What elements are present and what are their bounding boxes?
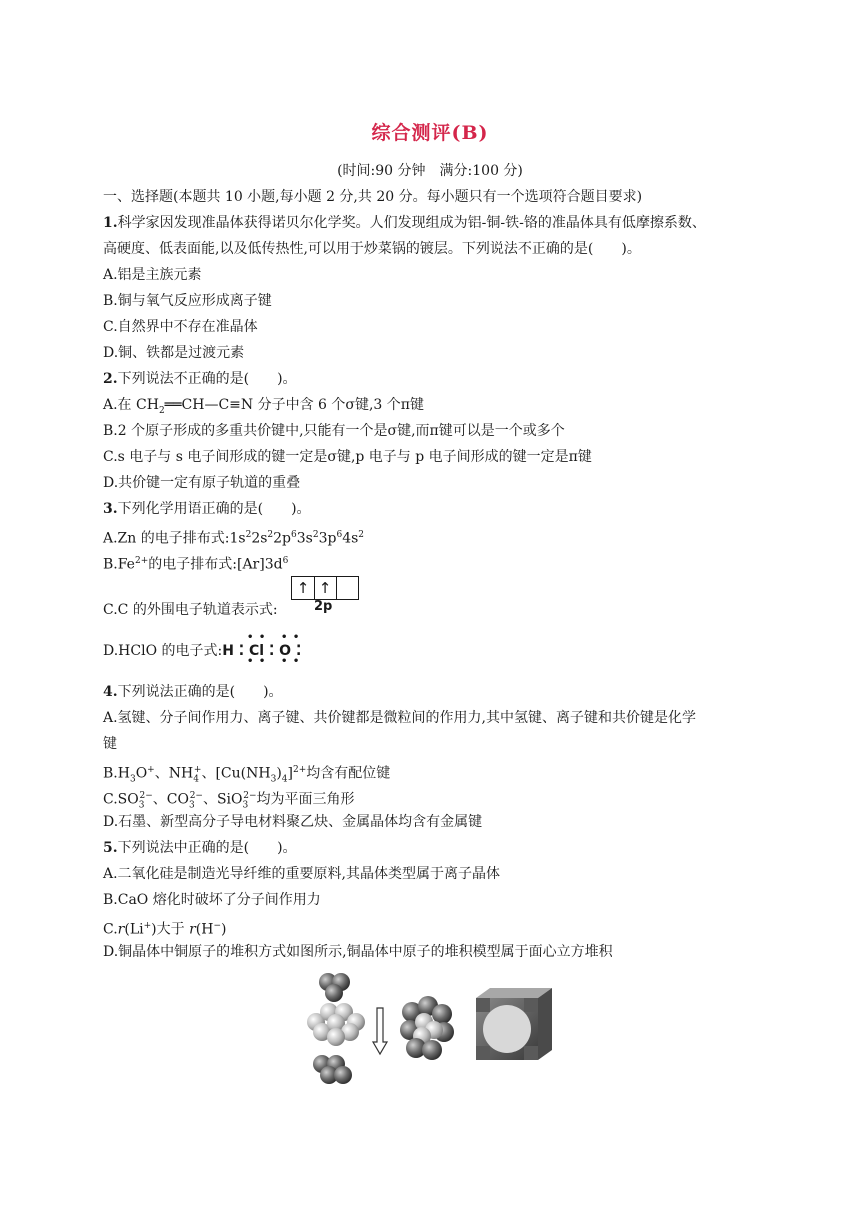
option-text: C. bbox=[103, 921, 118, 938]
q4-option-b: $B.H_3O^+$、$NH_4^+$、$[Cu(NH_3)_4]^{2+}$均含有配位键 bbox=[103, 765, 391, 785]
question-text: 下列说法中正确的是( )。 bbox=[117, 840, 297, 856]
question-number: 2. bbox=[103, 371, 118, 387]
q5-option-a: A.二氧化硅是制造光导纤维的重要原料,其晶体类型属于离子晶体 bbox=[103, 866, 501, 882]
option-text: A.在 CH bbox=[103, 397, 159, 413]
lewis-cl: Cl bbox=[249, 643, 265, 659]
section-heading: 一、选择题(本题共 10 小题,每小题 2 分,共 20 分。每小题只有一个选项符合题目要求) bbox=[103, 189, 643, 205]
option-text: ) bbox=[276, 765, 282, 782]
q1-option-d: D.铜、铁都是过渡元素 bbox=[103, 345, 245, 361]
q1-option-c: C.自然界中不存在准晶体 bbox=[103, 319, 258, 335]
page-title: 综合测评(B) bbox=[371, 122, 489, 144]
q5-option-d: D.铜晶体中铜原子的堆积方式如图所示,铜晶体中原子的堆积模型属于面心立方堆积 bbox=[103, 944, 613, 960]
superscript: 6 bbox=[282, 556, 289, 566]
q5-option-b: B.CaO 熔化时破坏了分子间作用力 bbox=[103, 892, 321, 908]
option-text: B.Fe bbox=[103, 556, 135, 573]
question-3-stem bbox=[103, 499, 311, 519]
q2-option-d: D.共价键一定有原子轨道的重叠 bbox=[103, 475, 301, 491]
q4-option-d: D.石墨、新型高分子导电材料聚乙炔、金属晶体均含有金属键 bbox=[103, 814, 483, 830]
option-text: 均含有配位键 bbox=[306, 765, 391, 782]
q3-option-a: A.Zn 的电子排布式$:1s^22s^22p^63s^23p^64s^2$ bbox=[103, 530, 365, 547]
option-text: B.H bbox=[103, 765, 130, 782]
lone-pair-dots: • • bbox=[281, 656, 301, 667]
option-text: O bbox=[135, 765, 148, 782]
question-1-stem-line2: 高硬度、低表面能,以及低传热性,可以用于炒菜锅的镀层。下列说法不正确的是( )。 bbox=[103, 241, 641, 257]
option-text: C.SO bbox=[103, 791, 139, 808]
up-arrow-icon: ↑ bbox=[314, 577, 337, 599]
q3-option-d: D.HClO 的电子式:H ⁚ Cl ⁚ O ⁚ bbox=[103, 643, 302, 659]
lone-pair-dots: • • bbox=[281, 632, 301, 643]
q4-option-a-line2: 键 bbox=[103, 736, 117, 752]
question-4-stem bbox=[103, 682, 283, 702]
question-number: 3. bbox=[103, 501, 118, 517]
middle-layer-spheres bbox=[307, 1003, 365, 1046]
option-text: A.Zn 的电子排布式:1s bbox=[103, 530, 246, 547]
stacked-cluster bbox=[400, 996, 454, 1060]
q2-option-c: C.s 电子与 s 电子间形成的键一定是σ键,p 电子与 p 电子间形成的键一定是π键 bbox=[103, 449, 592, 465]
lewis-o: O bbox=[279, 643, 292, 659]
fcc-unit-cell bbox=[476, 988, 552, 1060]
italic-r: r bbox=[189, 921, 196, 938]
question-text: 科学家因发现准晶体获得诺贝尔化学奖。人们发现组成为铝-铜-铁-铬的准晶体具有低摩擦系数、 bbox=[117, 215, 706, 231]
orbital-box bbox=[291, 576, 359, 600]
option-text: (Li bbox=[124, 921, 144, 938]
question-number: 5. bbox=[103, 840, 118, 856]
lone-pair-dots: • • bbox=[247, 632, 267, 643]
q1-option-b: B.铜与氧气反应形成离子键 bbox=[103, 293, 272, 309]
option-text: 均为平面三角形 bbox=[256, 791, 355, 808]
option-text: ) bbox=[221, 921, 227, 938]
up-arrow-icon: ↑ bbox=[292, 577, 315, 599]
question-5-stem bbox=[103, 838, 297, 858]
option-text: 、CO bbox=[152, 791, 189, 808]
option-text: 、NH bbox=[154, 765, 194, 782]
orbital-label: 2p bbox=[314, 599, 333, 614]
option-text: 、[Cu(NH bbox=[201, 765, 271, 782]
option-text: )大于 bbox=[151, 921, 190, 938]
q3-option-b bbox=[103, 551, 288, 575]
top-layer-spheres bbox=[319, 973, 350, 1002]
option-text: 、SiO bbox=[202, 791, 243, 808]
question-2-stem bbox=[103, 369, 297, 389]
time-info: (时间:90 分钟 满分:100 分) bbox=[337, 163, 523, 179]
option-text: 的电子排布式:[Ar]3d bbox=[148, 556, 283, 573]
option-text: ══CH—C≡N 分子中含 6 个σ键,3 个π键 bbox=[164, 397, 424, 413]
copper-crystal-figure bbox=[300, 968, 560, 1084]
q4-option-c: $C.SO_3^{2-}$、$CO_3^{2-}$、SiO$_3^{2-}$均为平面三角形 bbox=[103, 791, 355, 811]
q3-option-c: C.C 的外围电子轨道表示式: bbox=[103, 602, 278, 618]
q1-option-a: A.铝是主族元素 bbox=[103, 267, 202, 283]
question-text: 下列说法不正确的是( )。 bbox=[117, 371, 297, 387]
q5-option-c: C.r(Li+)大于 r(H−) bbox=[103, 921, 227, 938]
superscript: 2+ bbox=[134, 556, 149, 566]
option-text: D.HClO 的电子式: bbox=[103, 643, 223, 659]
subscript: 2 bbox=[158, 405, 165, 416]
question-1-stem-line1 bbox=[103, 213, 706, 233]
option-text: (H bbox=[195, 921, 214, 938]
question-number: 4. bbox=[103, 684, 118, 700]
lone-pair-dots: • • bbox=[247, 656, 267, 667]
italic-r: r bbox=[117, 921, 125, 938]
question-text: 下列化学用语正确的是( )。 bbox=[117, 501, 311, 517]
orbital-diagram bbox=[289, 576, 359, 600]
bottom-layer-spheres bbox=[313, 1055, 352, 1084]
lewis-h: H bbox=[222, 643, 234, 659]
empty-orbital bbox=[336, 577, 358, 599]
down-arrow-icon bbox=[373, 1008, 387, 1054]
q4-option-a-line1: A.氢键、分子间作用力、离子键、共价键都是微粒间的作用力,其中氢键、离子键和共价键是化学 bbox=[103, 710, 697, 726]
q2-option-b: B.2 个原子形成的多重共价键中,只能有一个是σ键,而π键可以是一个或多个 bbox=[103, 423, 565, 439]
question-number: 1. bbox=[103, 215, 118, 231]
question-text: 下列说法正确的是( )。 bbox=[117, 684, 283, 700]
q2-option-a bbox=[103, 395, 424, 421]
